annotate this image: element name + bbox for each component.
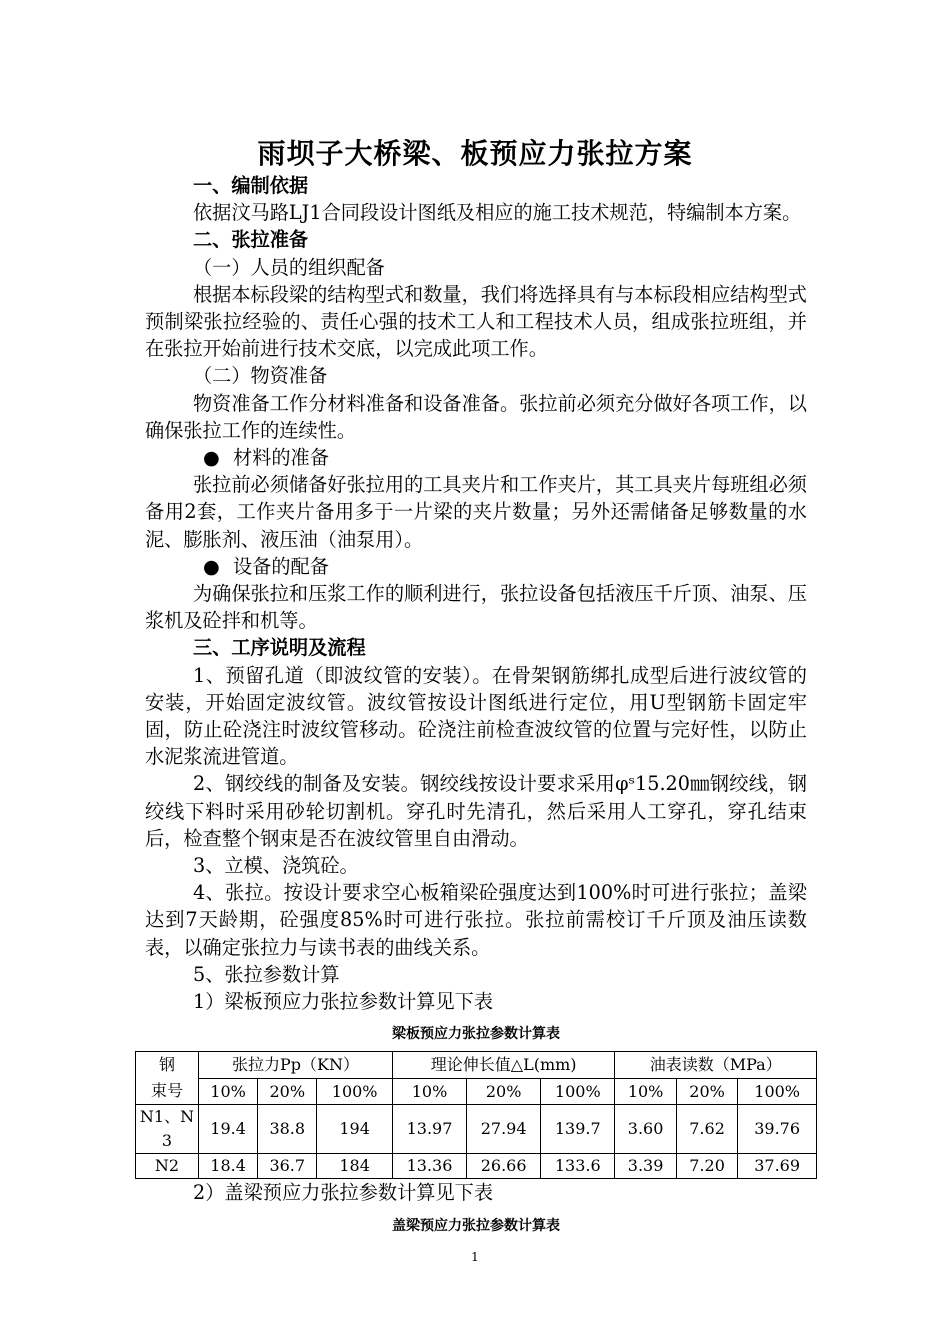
paragraph: 5、张拉参数计算 [193,962,340,986]
table-cell: 194 [317,1105,393,1154]
paragraph: 物资准备工作分材料准备和设备准备。张拉前必须充分做好各项工作，以确保张拉工作的连续性。 [145,391,807,442]
bullet-dot-icon: ● [203,446,220,470]
paragraph: 4、张拉。按设计要求空心板箱梁砼强度达到100%时可进行张拉；盖梁达到7天龄期，砼强度85%时可进行张拉。张拉前需校订千斤顶及油压读数表，以确定张拉力与读书表的曲线关系。 [145,881,807,959]
section-heading-2: 二、张拉准备 [193,228,309,252]
table-header-cell: 100% [317,1078,393,1105]
document-title: 雨坝子大桥梁、板预应力张拉方案 [257,137,693,170]
page-number: 1 [471,1250,479,1264]
bullet-item [145,444,807,471]
table-cell: 133.6 [541,1154,615,1179]
paragraph: 1、预留孔道（即波纹管的安装）。在骨架钢筋绑扎成型后进行波纹管的安装，开始固定波纹管。波纹管按设计图纸进行定位，用U型钢筋卡固定牢固，防止砼浇注时波纹管移动。砼浇注前检查波纹管的位置与完好性，以防止水泥浆流进管道。 [145,663,807,769]
table-header-cell: 理论伸长值△L(mm) [392,1052,614,1079]
table-caption: 盖梁预应力张拉参数计算表 [392,1217,560,1234]
table-cell: N2 [136,1154,199,1179]
paragraph: 2、钢绞线的制备及安装。钢绞线按设计要求采用φˢ15.20㎜钢绞线，钢绞线下料时采用砂轮切割机。穿孔时先清孔，然后采用人工穿孔，穿孔结束后，检查整个钢束是否在波纹管里自由滑动。 [145,772,807,850]
header-text: 钢 [158,1055,175,1075]
table-cell: 19.4 [199,1105,258,1154]
table-header-cell: 100% [738,1078,817,1105]
bullet-label: 设备的配备 [233,554,329,578]
table-cell: 27.94 [467,1105,541,1154]
table-header-cell: 100% [541,1078,615,1105]
table-row [136,1154,817,1179]
subheading-materials: （二）物资准备 [193,364,328,388]
paragraph: 1）梁板预应力张拉参数计算见下表 [193,990,494,1014]
table-cell: 3.39 [615,1154,676,1179]
bullet-dot-icon: ● [203,554,220,578]
table-header-cell: 10% [615,1078,676,1105]
table-row [136,1105,817,1154]
paragraph: 根据本标段梁的结构型式和数量，我们将选择具有与本标段相应结构型式预制梁张拉经验的、责任心强的技术工人和工程技术人员，组成张拉班组，并在张拉开始前进行技术交底，以完成此项工作。 [145,282,807,361]
table-cell: 37.69 [738,1154,817,1179]
table-cell: 36.7 [258,1154,317,1179]
table-header-row [136,1078,817,1105]
table-cell: N1、N3 [136,1105,199,1154]
table-cell: 13.97 [392,1105,466,1154]
table-header-row [136,1052,817,1079]
table-header-cell: 10% [199,1078,258,1105]
table-cell: 13.36 [392,1154,466,1179]
table-cell: 139.7 [541,1105,615,1154]
table-cell: 39.76 [738,1105,817,1154]
table-cell: 26.66 [467,1154,541,1179]
paragraph: 3、立模、浇筑砼。 [193,854,359,878]
table-cell: 38.8 [258,1105,317,1154]
section-heading-1: 一、编制依据 [193,174,309,197]
bullet-label: 材料的准备 [233,446,329,470]
table-caption: 梁板预应力张拉参数计算表 [392,1026,560,1043]
table-cell: 184 [317,1154,393,1179]
table-cell: 7.20 [676,1154,737,1179]
paragraph: 为确保张拉和压浆工作的顺利进行，张拉设备包括液压千斤顶、油泵、压浆机及砼拌和机等。 [145,582,807,633]
subheading-personnel: （一）人员的组织配备 [193,255,385,279]
table-header-cell: 20% [258,1078,317,1105]
paragraph: 依据汶马路LJ1合同段设计图纸及相应的施工技术规范，特编制本方案。 [193,201,802,225]
table-header-cell [136,1052,199,1105]
table-header-cell: 20% [676,1078,737,1105]
table-cell: 7.62 [676,1105,737,1154]
table-header-cell: 20% [467,1078,541,1105]
bullet-item [145,553,807,580]
paragraph: 张拉前必须储备好张拉用的工具夹片和工作夹片，其工具夹片每班组必须备用2套，工作夹片备用多于一片梁的夹片数量；另外还需储备足够数量的水泥、膨胀剂、液压油（油泵用）。 [145,473,807,551]
table-header-cell: 10% [392,1078,466,1105]
table-cell: 3.60 [615,1105,676,1154]
document-body [139,172,807,1243]
table-cell: 18.4 [199,1154,258,1179]
section-heading-3: 三、工序说明及流程 [193,636,366,660]
table-header-cell: 张拉力Pp（KN） [199,1052,393,1079]
table-header-cell: 油表读数（MPa） [615,1052,817,1079]
tension-parameter-table [135,1051,817,1179]
paragraph: 2）盖梁预应力张拉参数计算见下表 [193,1181,494,1205]
header-text: 束号 [150,1081,183,1101]
